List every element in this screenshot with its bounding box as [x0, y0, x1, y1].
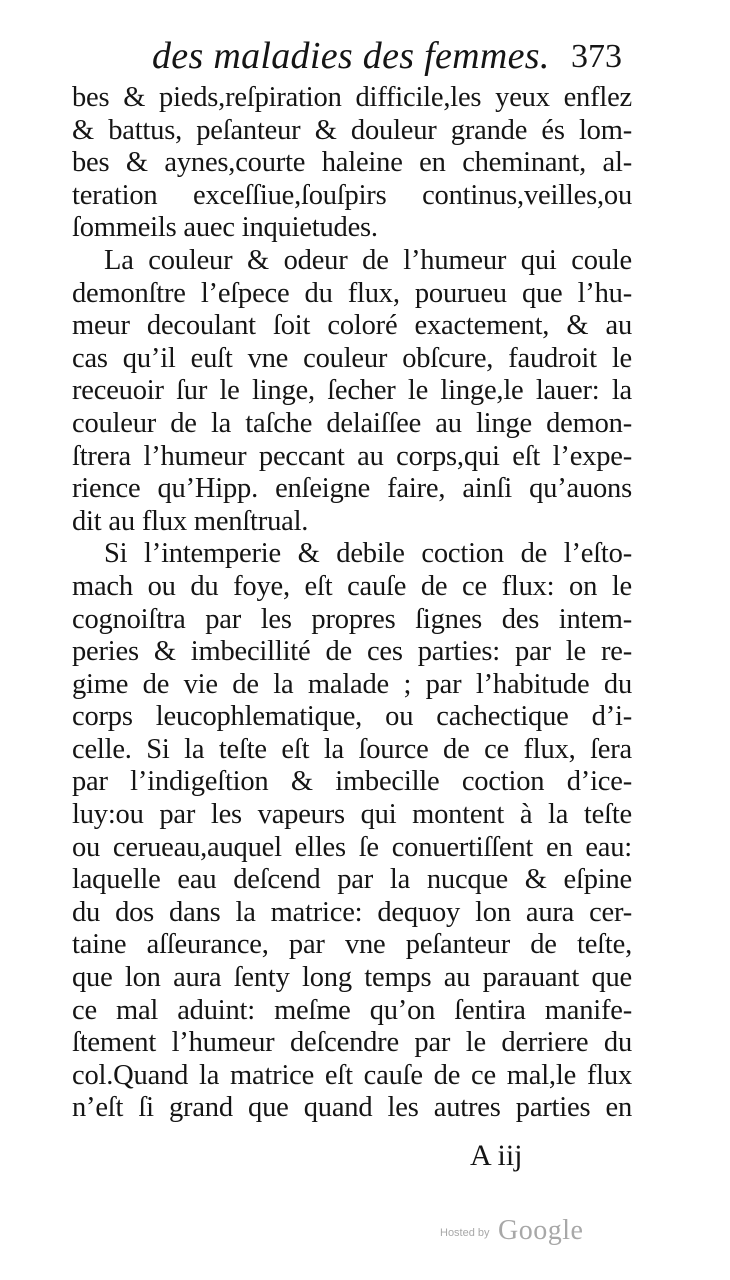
text-line: luy:ou par les vapeurs qui montent à la teſte [72, 799, 632, 831]
google-logo: Google [497, 1215, 584, 1246]
text-line: Si l’intemperie & debile coction de l’eſto- [104, 538, 632, 570]
text-line: La couleur & odeur de l’humeur qui coule [104, 244, 632, 276]
text-line: couleur de la taſche delaiſſee au linge demon- [72, 407, 632, 439]
page-number: 373 [571, 38, 622, 75]
hosted-by-text: Hosted by [440, 1227, 490, 1239]
text-line: rience qu’Hipp. enſeigne faire, ainſi qu’auons [72, 473, 632, 505]
body-text [72, 82, 632, 1125]
digitizer-watermark [440, 1215, 583, 1247]
text-line: bes & pieds,reſpiration difficile,les yeux enflez [72, 82, 632, 113]
text-line: par l’indigeſtion & imbecille coction d’ice- [72, 766, 632, 798]
text-line: cognoiſtra par les propres ſignes des intem- [72, 603, 632, 635]
text-line: peries & imbecillité de ces parties: par le re- [72, 636, 632, 668]
text-line: receuoir ſur le linge, ſecher le linge,le lauer: la [72, 375, 632, 407]
text-line: gime de vie de la malade ; par l’habitude du [72, 668, 632, 700]
text-line: meur decoulant ſoit coloré exactement, & au [72, 310, 632, 342]
text-line: cas qu’il euſt vne couleur obſcure, faudroit le [72, 342, 632, 374]
text-line: que lon aura ſenty long temps au parauant que [72, 962, 632, 994]
text-line: laquelle eau deſcend par la nucque & eſpine [72, 864, 632, 896]
text-line: teration exceſſiue,ſouſpirs continus,veilles,ou [72, 179, 632, 211]
text-line: ſtrera l’humeur peccant au corps,qui eſt l’expe- [72, 440, 632, 472]
text-line: bes & aynes,courte haleine en cheminant, al- [72, 147, 632, 179]
signature-mark: A iij [470, 1139, 523, 1172]
text-line: du dos dans la matrice: dequoy lon aura cer- [72, 896, 632, 928]
text-line: celle. Si la teſte eſt la ſource de ce flux, ſera [72, 733, 632, 765]
text-line: & battus, peſanteur & douleur grande és lom- [72, 114, 632, 146]
text-line: ſommeils auec inquietudes. [72, 212, 378, 244]
text-line: ou cerueau,auquel elles ſe conuertiſſent en eau: [72, 831, 632, 863]
text-line: ſtement l’humeur deſcendre par le derriere du [72, 1027, 632, 1059]
page-header [152, 34, 632, 84]
text-line: dit au flux menſtrual. [72, 505, 309, 537]
text-line: ce mal aduint: meſme qu’on ſentira manife- [72, 994, 632, 1026]
text-line: n’eſt ſi grand que quand les autres parties en [72, 1092, 632, 1124]
text-line: corps leucophlematique, ou cachectique d’i- [72, 701, 632, 733]
text-line: col.Quand la matrice eſt cauſe de ce mal,le flux [72, 1059, 632, 1091]
text-line: taine aſſeurance, par vne peſanteur de teſte, [72, 929, 632, 961]
text-line: mach ou du foye, eſt cauſe de ce flux: on le [72, 570, 632, 602]
text-line: demonſtre l’eſpece du flux, pourueu que l’hu- [72, 277, 632, 309]
running-title: des maladies des femmes. [152, 35, 550, 77]
